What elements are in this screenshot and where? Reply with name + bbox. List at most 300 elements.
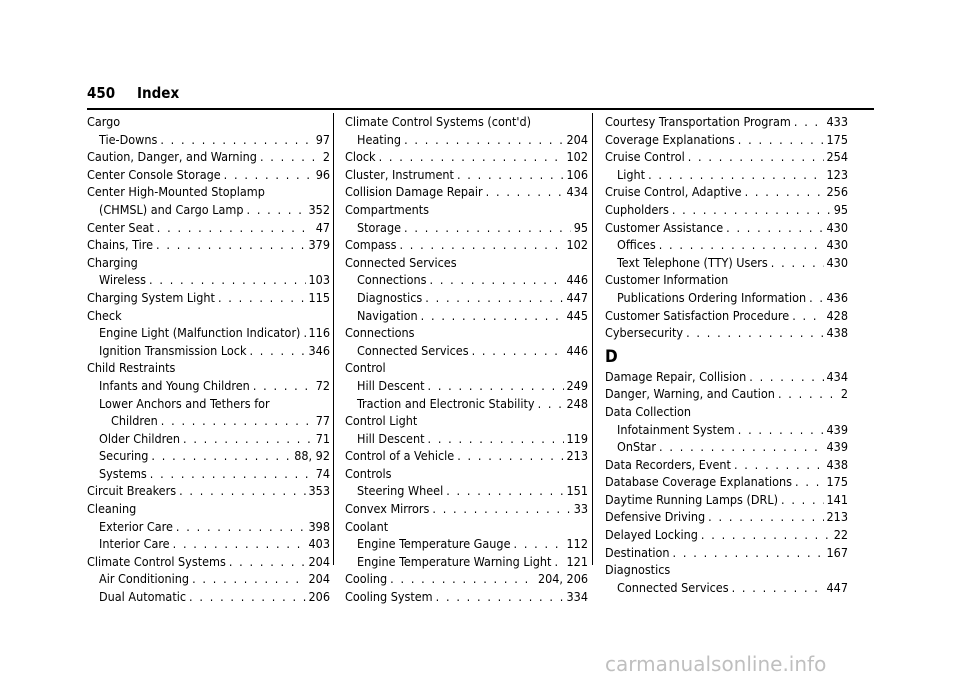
- index-entry-page: 123: [826, 166, 848, 182]
- index-entry-page: 334: [566, 589, 588, 605]
- index-entry: [87, 482, 330, 500]
- index-entry-page: 447: [566, 289, 588, 305]
- dot-leader: [260, 148, 320, 166]
- index-entry-label: Cruise Control, Adaptive: [605, 184, 742, 200]
- index-entry-page: 204: [308, 553, 330, 569]
- index-entry: [345, 271, 588, 289]
- index-entry-page: 206: [308, 589, 330, 605]
- dot-leader: [224, 166, 313, 184]
- index-entry-label: Cruise Control: [605, 149, 685, 165]
- index-entry-label: Engine Temperature Warning Light: [357, 553, 552, 569]
- dot-leader: [425, 289, 563, 307]
- index-entry-page: 175: [826, 474, 848, 490]
- dot-leader: [648, 166, 823, 184]
- index-entry-label: Collision Damage Repair: [345, 184, 483, 200]
- index-entry: [87, 395, 330, 413]
- index-entry-page: 398: [308, 518, 330, 534]
- index-entry: [605, 385, 848, 403]
- index-entry: [87, 307, 330, 325]
- index-entry-label: Children: [111, 413, 158, 429]
- dot-leader: [701, 526, 831, 544]
- index-entry-label: Cybersecurity: [605, 325, 684, 341]
- index-entry-page: 204: [308, 571, 330, 587]
- index-entry: [605, 166, 848, 184]
- index-entry: [605, 113, 848, 131]
- dot-leader: [161, 412, 313, 430]
- index-entry: [345, 113, 588, 131]
- index-entry: [605, 491, 848, 509]
- dot-leader: [795, 473, 824, 491]
- index-entry-page: 430: [826, 254, 848, 270]
- index-entry: [87, 465, 330, 483]
- index-entry: [605, 508, 848, 526]
- index-entry: [345, 183, 588, 201]
- index-entry: [87, 535, 330, 553]
- dot-leader: [179, 482, 305, 500]
- dot-leader: [781, 491, 824, 509]
- index-entry: [345, 465, 588, 483]
- index-column-3: [605, 113, 848, 596]
- index-entry-page: 438: [826, 325, 848, 341]
- index-entry-page: 77: [315, 413, 330, 429]
- dot-leader: [173, 535, 306, 553]
- index-entry-page: 445: [566, 307, 588, 323]
- index-entry-label: Light: [617, 166, 646, 182]
- index-entry: [345, 166, 588, 184]
- index-entry-label: Coverage Explanations: [605, 131, 735, 147]
- index-entry: [87, 553, 330, 571]
- index-entry: [345, 148, 588, 166]
- dot-leader: [688, 148, 824, 166]
- index-entry-label: Damage Repair, Collision: [605, 368, 747, 384]
- dot-leader: [732, 579, 824, 597]
- index-entry-label: Center Seat: [87, 219, 154, 235]
- index-entry-page: 74: [315, 465, 330, 481]
- index-entry-page: 96: [315, 166, 330, 182]
- index-entry-page: 88, 92: [294, 448, 330, 464]
- index-entry: [605, 271, 848, 289]
- dot-leader: [738, 421, 824, 439]
- dot-leader: [183, 430, 313, 448]
- index-entry: [87, 377, 330, 395]
- index-entry-page: 213: [826, 509, 848, 525]
- index-entry-label: Engine Light (Malfunction Indicator): [99, 325, 301, 341]
- index-entry-label: Exterior Care: [99, 518, 173, 534]
- index-entry: [605, 421, 848, 439]
- index-entry-page: 33: [573, 501, 588, 517]
- dot-leader: [738, 131, 824, 149]
- dot-leader: [192, 570, 305, 588]
- index-entry-label: Check: [87, 307, 122, 323]
- dot-leader: [421, 307, 564, 325]
- index-entry: [87, 166, 330, 184]
- index-entry-label: Engine Temperature Gauge: [357, 536, 511, 552]
- index-entry: [605, 324, 848, 342]
- index-entry-page: 256: [826, 184, 848, 200]
- dot-leader: [472, 342, 564, 360]
- index-section-letter: D: [605, 346, 618, 367]
- dot-leader: [672, 201, 831, 219]
- index-entry-label: Control Light: [345, 413, 418, 429]
- dot-leader: [390, 570, 535, 588]
- index-entry-label: Air Conditioning: [99, 571, 190, 587]
- dot-leader: [218, 289, 306, 307]
- dot-leader: [176, 518, 306, 536]
- index-entry-label: Database Coverage Explanations: [605, 474, 793, 490]
- dot-leader: [734, 456, 824, 474]
- index-entry-page: 102: [566, 149, 588, 165]
- dot-leader: [726, 219, 823, 237]
- index-entry-label: Customer Satisfaction Procedure: [605, 307, 790, 323]
- index-entry-page: 102: [566, 237, 588, 253]
- index-entry-label: Customer Assistance: [605, 219, 724, 235]
- dot-leader: [249, 342, 305, 360]
- column-divider: [333, 113, 334, 565]
- index-entry: [345, 307, 588, 325]
- index-entry: [87, 219, 330, 237]
- index-entry: [87, 113, 330, 131]
- index-entry-label: Climate Control Systems: [87, 553, 226, 569]
- index-entry: [345, 131, 588, 149]
- index-entry-label: Danger, Warning, and Caution: [605, 386, 775, 402]
- page-number: 450: [87, 84, 116, 102]
- dot-leader: [247, 201, 306, 219]
- index-entry-label: Hill Descent: [357, 430, 425, 446]
- dot-leader: [686, 324, 823, 342]
- index-entry-label: Cleaning: [87, 501, 137, 517]
- dot-leader: [428, 377, 564, 395]
- dot-leader: [486, 183, 564, 201]
- index-entry-page: 254: [826, 149, 848, 165]
- index-entry-page: 346: [308, 342, 330, 358]
- index-entry: [345, 377, 588, 395]
- index-entry-label: Ignition Transmission Lock: [99, 342, 247, 358]
- index-entry-label: Storage: [357, 219, 402, 235]
- index-entry-label: Compass: [345, 237, 397, 253]
- index-entry: [605, 289, 848, 307]
- index-entry-page: 430: [826, 219, 848, 235]
- dot-leader: [157, 219, 313, 237]
- index-entry-label: Center Console Storage: [87, 166, 221, 182]
- index-entry: [605, 148, 848, 166]
- dot-leader: [771, 254, 824, 272]
- index-entry-label: Cluster, Instrument: [345, 166, 454, 182]
- index-entry-page: 430: [826, 237, 848, 253]
- dot-leader: [303, 324, 305, 342]
- dot-leader: [149, 271, 306, 289]
- dot-leader: [554, 553, 563, 571]
- index-entry-label: Traction and Electronic Stability: [357, 395, 535, 411]
- index-entry: [345, 219, 588, 237]
- index-entry: [345, 535, 588, 553]
- index-entry: [87, 183, 330, 201]
- dot-leader: [150, 465, 313, 483]
- index-entry-label: OnStar: [617, 439, 657, 455]
- index-entry-page: 204: [566, 131, 588, 147]
- index-entry-label: Control: [345, 360, 386, 376]
- index-entry-label: Coolant: [345, 518, 389, 534]
- index-entry-page: 433: [826, 114, 848, 129]
- index-entry-page: 71: [315, 430, 330, 446]
- index-entry: [345, 553, 588, 571]
- index-entry-page: 439: [826, 439, 848, 455]
- index-entry: [345, 518, 588, 536]
- index-entry: [87, 201, 330, 219]
- index-entry: [87, 518, 330, 536]
- index-entry-page: 447: [826, 579, 848, 595]
- index-entry-page: 47: [315, 219, 330, 235]
- dot-leader: [404, 131, 563, 149]
- index-entry: [345, 412, 588, 430]
- index-entry: [605, 561, 848, 579]
- index-entry: [87, 412, 330, 430]
- index-entry-label: Older Children: [99, 430, 180, 446]
- dot-leader: [778, 385, 838, 403]
- index-entry: [605, 473, 848, 491]
- index-entry-label: Cupholders: [605, 201, 669, 217]
- index-entry-page: 446: [566, 342, 588, 358]
- dot-leader: [160, 131, 312, 149]
- index-entry-page: 2: [322, 149, 330, 165]
- index-entry: [345, 500, 588, 518]
- page-header: [87, 82, 874, 110]
- index-entry: [345, 570, 588, 588]
- index-entry: [605, 307, 848, 325]
- index-entry-page: 403: [308, 536, 330, 552]
- dot-leader: [399, 236, 563, 254]
- index-entry: [345, 236, 588, 254]
- index-entry-label: Cargo: [87, 114, 121, 129]
- index-entry-label: Text Telephone (TTY) Users: [617, 254, 768, 270]
- index-entry-label: Climate Control Systems (cont'd): [345, 114, 532, 129]
- index-entry-label: Cooling: [345, 571, 388, 587]
- index-entry-page: 175: [826, 131, 848, 147]
- index-entry: [605, 579, 848, 597]
- dot-leader: [708, 508, 823, 526]
- dot-leader: [514, 535, 564, 553]
- index-entry-label: Publications Ordering Information: [617, 289, 807, 305]
- index-entry: [345, 482, 588, 500]
- index-entry: [605, 201, 848, 219]
- index-entry: [87, 131, 330, 149]
- dot-leader: [538, 395, 564, 413]
- index-entry-page: 116: [308, 325, 330, 341]
- dot-leader: [446, 482, 563, 500]
- index-entry-label: Connected Services: [617, 579, 729, 595]
- index-entry-label: Caution, Danger, and Warning: [87, 149, 257, 165]
- index-entry-label: Connected Services: [345, 254, 457, 270]
- index-entry: [87, 324, 330, 342]
- index-entry-label: Infants and Young Children: [99, 377, 250, 393]
- index-entry-page: 22: [833, 527, 848, 543]
- index-entry-label: Diagnostics: [605, 562, 671, 578]
- index-entry: [605, 183, 848, 201]
- index-entry: [345, 447, 588, 465]
- index-entry-label: Daytime Running Lamps (DRL): [605, 491, 778, 507]
- dot-leader: [253, 377, 313, 395]
- dot-leader: [428, 430, 564, 448]
- index-entry-page: 112: [566, 536, 588, 552]
- index-entry-label: Connections: [345, 325, 415, 341]
- index-entry-page: 141: [826, 491, 848, 507]
- dot-leader: [229, 553, 306, 571]
- index-entry: [605, 438, 848, 456]
- index-entry-label: Diagnostics: [357, 289, 423, 305]
- index-entry-label: Offices: [617, 237, 656, 253]
- page-title: Index: [137, 84, 180, 102]
- index-entry: [605, 368, 848, 386]
- index-entry: [87, 236, 330, 254]
- index-entry: [87, 588, 330, 606]
- index-entry-label: Controls: [345, 465, 392, 481]
- dot-leader: [673, 544, 824, 562]
- index-entry-label: Connected Services: [357, 342, 469, 358]
- index-entry-label: Child Restraints: [87, 360, 176, 376]
- dot-leader: [794, 113, 824, 131]
- index-entry-page: 213: [566, 448, 588, 464]
- dot-leader: [430, 271, 564, 289]
- index-entry: [345, 359, 588, 377]
- index-entry: [605, 544, 848, 562]
- index-entry-label: Wireless: [99, 272, 147, 288]
- index-entry: [87, 359, 330, 377]
- index-entry-label: Compartments: [345, 201, 430, 217]
- index-entry: [345, 430, 588, 448]
- dot-leader: [659, 236, 824, 254]
- index-entry-page: 353: [308, 483, 330, 499]
- index-entry-label: Circuit Breakers: [87, 483, 177, 499]
- index-entry-page: 438: [826, 456, 848, 472]
- dot-leader: [792, 307, 823, 325]
- index-column-2: [345, 113, 588, 606]
- index-entry: [605, 526, 848, 544]
- index-entry: [605, 236, 848, 254]
- index-entry: [345, 342, 588, 360]
- index-entry-page: 151: [566, 483, 588, 499]
- index-entry-page: 379: [308, 237, 330, 253]
- index-entry-page: 119: [566, 430, 588, 446]
- column-divider: [592, 113, 593, 565]
- dot-leader: [379, 148, 564, 166]
- index-entry: [345, 289, 588, 307]
- dot-leader: [404, 219, 571, 237]
- index-entry-label: Charging: [87, 254, 138, 270]
- index-entry: [87, 289, 330, 307]
- watermark: carmanualsonline.info: [605, 652, 827, 676]
- dot-leader: [749, 368, 823, 386]
- dot-leader: [436, 588, 564, 606]
- index-entry-page: 72: [315, 377, 330, 393]
- index-entry: [605, 219, 848, 237]
- index-entry-page: 167: [826, 544, 848, 560]
- dot-leader: [151, 447, 291, 465]
- index-entry: [345, 201, 588, 219]
- index-entry-label: Data Recorders, Event: [605, 456, 731, 472]
- index-entry: [605, 254, 848, 272]
- index-entry-label: Hill Descent: [357, 377, 425, 393]
- index-entry-label: Center High-Mounted Stoplamp: [87, 184, 265, 200]
- index-entry: [87, 500, 330, 518]
- index-entry-page: 97: [315, 131, 330, 147]
- index-entry: [87, 570, 330, 588]
- index-entry-label: Courtesy Transportation Program: [605, 114, 791, 129]
- index-entry-label: Destination: [605, 544, 670, 560]
- index-entry-label: Tie-Downs: [99, 131, 158, 147]
- index-entry-label: Lower Anchors and Tethers for: [99, 395, 270, 411]
- dot-leader: [457, 166, 564, 184]
- index-entry: [87, 447, 330, 465]
- index-entry: [87, 271, 330, 289]
- index-entry-label: Convex Mirrors: [345, 501, 430, 517]
- index-entry-page: 428: [826, 307, 848, 323]
- index-entry: [87, 254, 330, 272]
- dot-leader: [156, 236, 306, 254]
- index-entry-label: Steering Wheel: [357, 483, 444, 499]
- index-entry-label: Delayed Locking: [605, 527, 698, 543]
- index-entry-label: Navigation: [357, 307, 418, 323]
- index-entry-page: 434: [826, 368, 848, 384]
- index-entry: [345, 395, 588, 413]
- index-entry: [87, 342, 330, 360]
- index-column-1: [87, 113, 330, 606]
- index-entry-page: 2: [840, 386, 848, 402]
- index-entry-page: 103: [308, 272, 330, 288]
- index-entry: [345, 588, 588, 606]
- dot-leader: [457, 447, 563, 465]
- index-entry-page: 436: [826, 289, 848, 305]
- index-entry-page: 248: [566, 395, 588, 411]
- index-entry-label: Interior Care: [99, 536, 170, 552]
- index-entry-page: 121: [566, 553, 588, 569]
- index-entry: [345, 324, 588, 342]
- dot-leader: [745, 183, 824, 201]
- index-entry: [87, 430, 330, 448]
- index-entry: [605, 131, 848, 149]
- index-entry-label: Clock: [345, 149, 376, 165]
- index-entry-label: Cooling System: [345, 589, 433, 605]
- index-entry: [605, 403, 848, 421]
- index-entry-label: (CHMSL) and Cargo Lamp: [99, 201, 244, 217]
- index-entry-page: 204, 206: [537, 571, 588, 587]
- index-entry-label: Securing: [99, 448, 149, 464]
- index-entry-page: 434: [566, 184, 588, 200]
- dot-leader: [809, 289, 823, 307]
- dot-leader: [659, 438, 823, 456]
- index-entry-page: 115: [308, 289, 330, 305]
- index-entry-label: Dual Automatic: [99, 589, 187, 605]
- dot-leader: [432, 500, 570, 518]
- index-entry-label: Data Collection: [605, 403, 692, 419]
- index-entry: [605, 456, 848, 474]
- index-entry-page: 95: [833, 201, 848, 217]
- index-entry-label: Infotainment System: [617, 421, 735, 437]
- index-entry-label: Connections: [357, 272, 427, 288]
- index-entry-label: Charging System Light: [87, 289, 215, 305]
- index-entry-label: Defensive Driving: [605, 509, 706, 525]
- index-entry-page: 249: [566, 377, 588, 393]
- index-entry-page: 95: [573, 219, 588, 235]
- index-entry-label: Control of a Vehicle: [345, 448, 455, 464]
- index-entry: [345, 254, 588, 272]
- index-entry-label: Heating: [357, 131, 402, 147]
- index-entry-page: 352: [308, 201, 330, 217]
- index-entry-page: 106: [566, 166, 588, 182]
- index-entry-label: Systems: [99, 465, 147, 481]
- index-entry-label: Chains, Tire: [87, 237, 154, 253]
- index-entry-label: Customer Information: [605, 272, 729, 288]
- index-entry: [87, 148, 330, 166]
- index-entry-page: 439: [826, 421, 848, 437]
